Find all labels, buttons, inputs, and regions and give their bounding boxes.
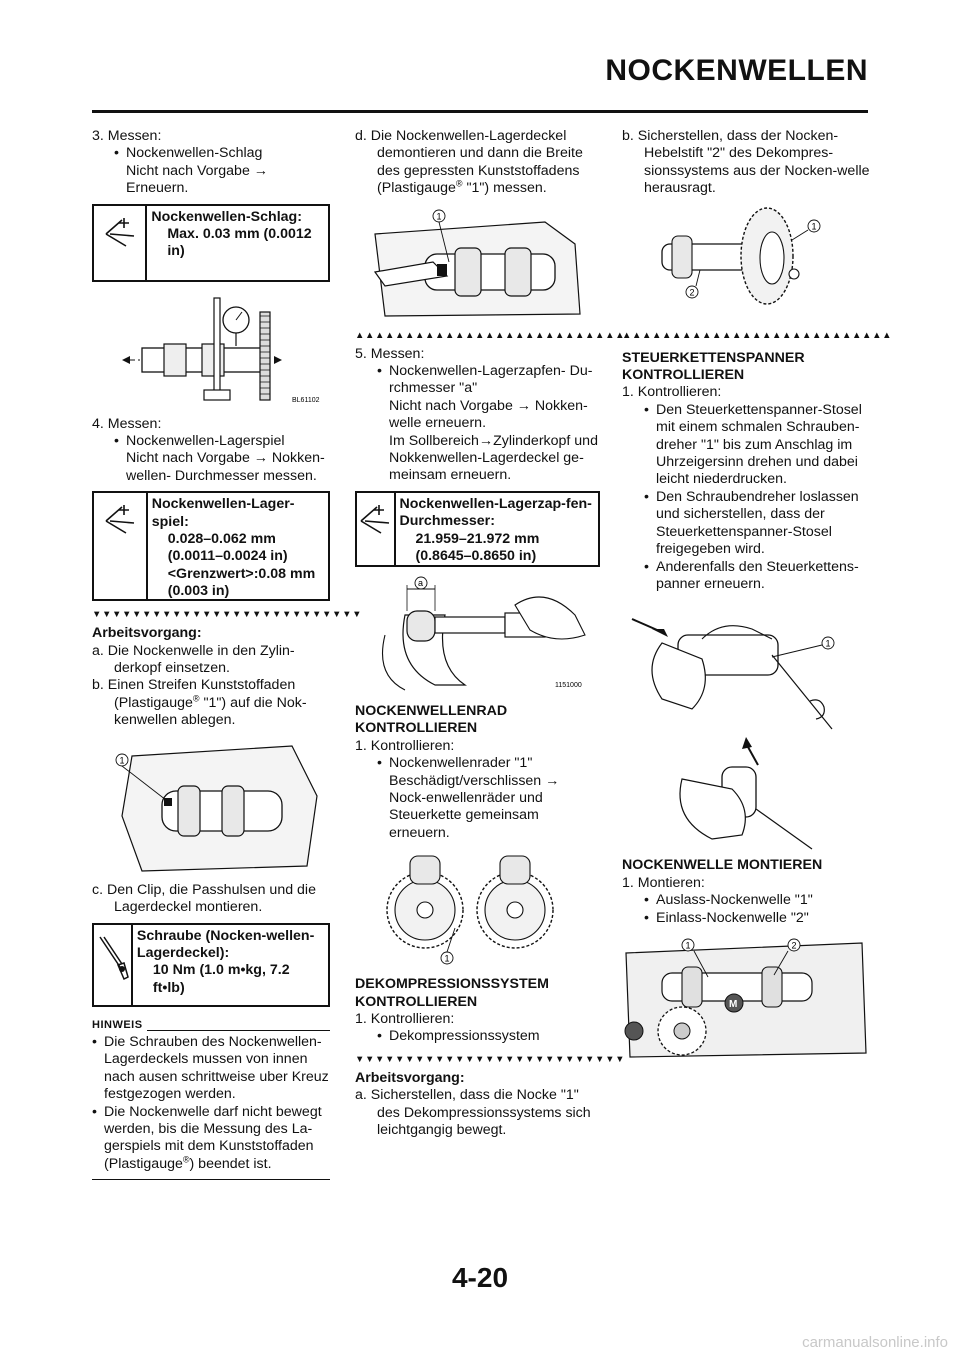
bullet-clearance: • Nockenwellen-Lagerspiel	[114, 433, 285, 450]
column-2	[355, 128, 626, 1139]
watermark: carmanualsonline.info	[802, 1334, 948, 1351]
plastigauge-measure-figure	[355, 204, 600, 322]
camshaft-runout-figure	[92, 290, 330, 410]
sprocket-detail: Beschädigt/verschlissen → Nock-enwellenräder und Steuerkette gemeinsam erneuern.	[389, 772, 560, 841]
section-heading-sprocket: NOCKENWELLENRAD KONTROLLIEREN	[355, 702, 508, 737]
procedure-end-marker: ▲▲▲▲▲▲▲▲▲▲▲▲▲▲▲▲▲▲▲▲▲▲▲▲▲▲▲	[622, 329, 893, 341]
procedure-step-a: a. Sicherstellen, dass die Nocke "1" des Dekompressionssystems sich leichtgangig bewegt.	[355, 1087, 591, 1138]
page-number: 4-20	[451, 1262, 509, 1293]
page-title: NOCKENWELLEN	[605, 54, 868, 87]
procedure-step-a: a. Die Nockenwelle in den Zylin-derkopf einsetzen.	[92, 642, 295, 677]
check-step-1: 1. Kontrollieren:	[355, 737, 455, 754]
note-end-rule	[92, 1179, 330, 1180]
section-heading-decomp: DEKOMPRESSIONSSYSTEM KONTROLLIEREN	[355, 976, 549, 1010]
section-heading-install: NOCKENWELLE MONTIEREN	[622, 857, 823, 874]
clearance-detail: Nicht nach Vorgabe → Nokken-wellen- Durchmesser messen.	[126, 450, 325, 484]
install-bullet-1: • Auslass-Nockenwelle "1"	[644, 892, 813, 909]
measure-icon	[357, 493, 396, 565]
callout-1: 1	[119, 755, 125, 766]
spec-title: Nockenwellen-Lagerzap-fen-Durchmesser:	[399, 495, 592, 530]
runout-detail: Nicht nach Vorgabe → Erneuern.	[126, 162, 268, 197]
measure-icon	[94, 493, 148, 599]
callout-1: 1	[444, 953, 450, 964]
spec-value-3: <Grenzwert>:0.08 mm	[167, 565, 316, 582]
bullet-sprockets: • Nockenwellenrader "1"	[377, 755, 533, 772]
tensioner-bullet-2: • Den Schraubendreher loslassen und sicherstellen, dass der Steuerkettenspanner-Stosel freigegeben wird.	[644, 488, 859, 558]
install-bullet-2: • Einlass-Nockenwelle "2"	[644, 909, 809, 926]
note-2: • Die Nockenwelle darf nicht bewegt werden, bis die Messung des La-gerspiels mit dem Kunststoffaden (Plastigauge®) beendet ist.	[92, 1103, 322, 1172]
column-1	[92, 128, 363, 1180]
camshaft-install-figure	[622, 933, 870, 1061]
spec-box-clearance	[92, 491, 330, 601]
callout-1: 1	[811, 221, 817, 232]
sprocket-figure	[355, 848, 600, 968]
spec-value-4: (0.003 in)	[167, 583, 230, 600]
note-1: • Die Schrauben des Nockenwellen-Lagerdeckels mussen von innen nach ausen schrittweise uber Kreuz festgezogen werden.	[92, 1033, 329, 1103]
procedure-heading: Arbeitsvorgang:	[92, 625, 202, 642]
spec-value-1: 21.959–21.972 mm	[415, 530, 540, 547]
tensioner-bullet-3: • Anderenfalls den Steuerkettens-panner erneuern.	[644, 558, 859, 592]
journal-detail-1: Nicht nach Vorgabe → Nokken-welle erneuern.	[389, 397, 588, 432]
check-step-1b: 1. Kontrollieren:	[355, 1010, 455, 1027]
procedure-step-c: c. Den Clip, die Passhulsen und die Lagerdeckel montieren.	[92, 881, 316, 916]
procedure-start-marker: ▼▼▼▼▼▼▼▼▼▼▼▼▼▼▼▼▼▼▼▼▼▼▼▼▼▼▼	[355, 1053, 626, 1065]
header-rule	[92, 110, 868, 113]
spec-box-runout	[92, 204, 330, 282]
procedure-step-d: d. Die Nockenwellen-Lagerdeckel demontieren und dann die Breite des gepressten Kunststoffadens (Plastigauge® "1") messen.	[355, 128, 583, 197]
figure-code: 1151000	[555, 681, 582, 689]
step-3: 3. Messen:	[92, 128, 162, 144]
callout-2: 2	[791, 940, 797, 951]
figure-code: BL61102	[292, 396, 320, 404]
torque-wrench-icon	[94, 925, 133, 1005]
column-3	[622, 128, 893, 1067]
micrometer-figure	[355, 575, 600, 695]
procedure-step-b: b. Sicherstellen, dass der Nocken-Hebelstift "2" des Dekompres-sionssystems aus der Nocken-welle herausragt.	[622, 128, 870, 197]
spec-value: 10 Nm (1.0 m•kg, 7.2 ft•lb)	[152, 962, 290, 996]
spec-title: Schraube (Nocken-wellen- Lagerdeckel):	[136, 927, 315, 961]
check-step-1: 1. Kontrollieren:	[622, 384, 722, 401]
tensioner-bullet-1: • Den Steuerkettenspanner-Stosel mit einem schmalen Schrauben-dreher "1" bis zum Anschlag im Uhrzeigersinn drehen und dabei leicht niederdrucken.	[644, 401, 862, 488]
procedure-heading: Arbeitsvorgang:	[355, 1069, 465, 1086]
plastigauge-figure	[92, 736, 330, 876]
callout-1: 1	[685, 940, 691, 951]
step-4: 4. Messen:	[92, 415, 162, 432]
section-heading-tensioner: STEUERKETTENSPANNER KONTROLLIEREN	[622, 349, 805, 384]
spec-value-2: (0.0011–0.0024 in)	[167, 548, 288, 565]
procedure-step-b: b. Einen Streifen Kunststoffaden (Plastigauge® "1") auf die Nok-kenwellen ablegen.	[92, 677, 307, 729]
spec-box-journal	[355, 491, 600, 567]
procedure-start-marker: ▼▼▼▼▼▼▼▼▼▼▼▼▼▼▼▼▼▼▼▼▼▼▼▼▼▼▼	[92, 609, 363, 621]
spec-value: Max. 0.03 mm (0.0012 in)	[167, 226, 312, 260]
bullet-decomp: • Dekompressionssystem	[377, 1028, 540, 1045]
tensioner-figure	[622, 599, 870, 849]
spec-value-2: (0.8645–0.8650 in)	[415, 548, 537, 565]
spec-title: Nockenwellen-Lager-spiel:	[151, 496, 295, 530]
bullet-journal: • Nockenwellen-Lagerzapfen- Du-rchmesser "a"	[377, 363, 593, 397]
bullet-runout: • Nockenwellen-Schlag	[114, 145, 263, 162]
callout-1: 1	[825, 638, 831, 649]
note-label: HINWEIS	[92, 1018, 143, 1031]
note-header	[92, 1017, 330, 1034]
step-5: 5. Messen:	[355, 345, 425, 362]
measure-icon	[94, 206, 147, 280]
callout-1: 1	[436, 211, 442, 222]
lube-marker-m: M	[729, 998, 738, 1010]
callout-2: 2	[689, 287, 695, 298]
spec-title: Nockenwellen-Schlag:	[151, 208, 302, 225]
install-step-1: 1. Montieren:	[622, 874, 705, 891]
spec-value-1: 0.028–0.062 mm	[167, 531, 276, 548]
decompression-figure	[622, 204, 870, 322]
procedure-end-marker: ▲▲▲▲▲▲▲▲▲▲▲▲▲▲▲▲▲▲▲▲▲▲▲▲▲▲▲	[355, 329, 626, 341]
journal-detail-2: Im Sollbereich→Zylinderkopf und Nokkenwellen-Lagerdeckel ge-meinsam erneuern.	[389, 432, 598, 484]
spec-box-torque	[92, 923, 330, 1007]
callout-a: a	[418, 577, 424, 588]
